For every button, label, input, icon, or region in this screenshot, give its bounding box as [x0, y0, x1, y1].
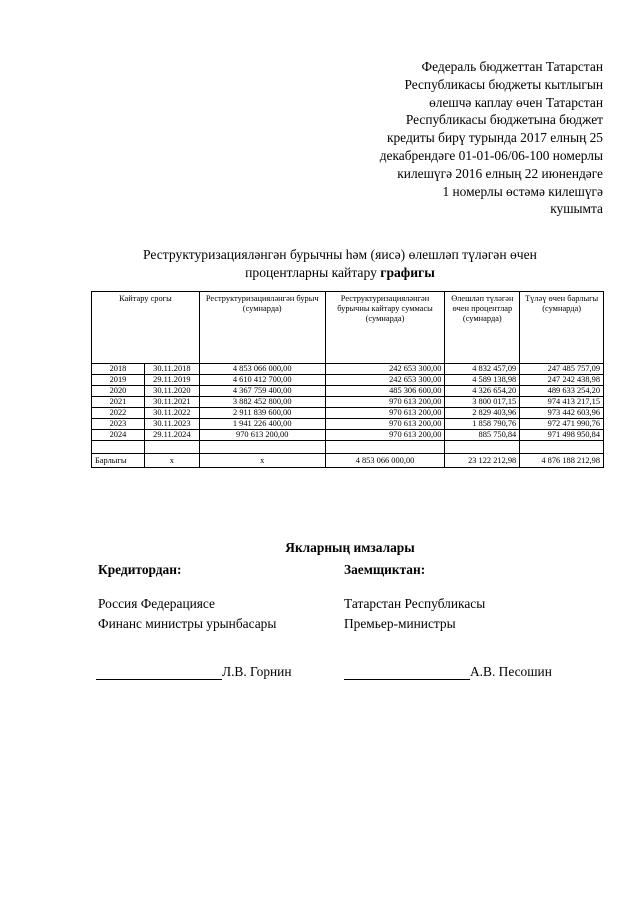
- header-line: кушымта: [550, 201, 603, 217]
- cell-interest: 2 829 403,96: [445, 408, 520, 419]
- header-line: декабрендәге 01-01-06/06-100 номерлы: [379, 147, 603, 163]
- borrower-signature: [344, 664, 552, 680]
- table-empty-row: [92, 441, 604, 454]
- cell-debt: 3 882 452 800,00: [199, 397, 325, 408]
- borrower-position: Премьер-министры: [344, 616, 456, 631]
- header-line: 1 номерлы өстәмә килешүгә: [442, 183, 603, 199]
- header-term: Кайтару срогы: [92, 292, 200, 364]
- total-repay: 4 853 066 000,00: [325, 454, 445, 468]
- table-row: [92, 375, 604, 386]
- empty-cell: [144, 441, 199, 454]
- borrower-block: [344, 560, 485, 634]
- header-line: килешүгә 2016 елның 22 июнендәге: [397, 165, 603, 181]
- cell-year: 2020: [92, 386, 145, 397]
- empty-cell: [520, 441, 604, 454]
- cell-year: 2022: [92, 408, 145, 419]
- table-row: [92, 408, 604, 419]
- header-line: кредиты бирү турында 2017 елның 25: [386, 130, 603, 146]
- cell-total: 972 471 990,76: [520, 419, 604, 430]
- cell-total: 247 485 757,09: [520, 364, 604, 375]
- cell-interest: 4 326 654,20: [445, 386, 520, 397]
- cell-repay: 970 613 200,00: [325, 408, 445, 419]
- creditor-signature: [96, 664, 292, 680]
- title-line-2-bold: графигы: [380, 264, 435, 280]
- total-total: 4 876 188 212,98: [520, 454, 604, 468]
- table-row: [92, 364, 604, 375]
- cell-interest: 3 800 017,15: [445, 397, 520, 408]
- header-repay: Реструктуризацияләнгән бурычны кайтару суммасы (сумнарда): [325, 292, 445, 364]
- cell-debt: 4 853 066 000,00: [199, 364, 325, 375]
- cell-repay: 485 306 600,00: [325, 386, 445, 397]
- cell-debt: 4 367 759 400,00: [199, 386, 325, 397]
- title-line-2: [60, 264, 620, 282]
- total-debt: х: [199, 454, 325, 468]
- creditor-position: Финанс министры урынбасары: [98, 616, 277, 631]
- header-line: өлешчә каплау өчен Татарстан: [429, 94, 603, 110]
- cell-debt: 4 610 412 700,00: [199, 375, 325, 386]
- appendix-header: [273, 58, 603, 218]
- signature-line: [344, 665, 470, 680]
- borrower-org: Татарстан Республикасы: [344, 596, 486, 611]
- total-interest: 23 122 212,98: [445, 454, 520, 468]
- borrower-heading: Заемщиктан:: [344, 562, 426, 577]
- cell-year: 2018: [92, 364, 145, 375]
- table-total-row: [92, 454, 604, 468]
- header-interest: Өлешләп түләгән өчен процентлар (сумнарда): [445, 292, 520, 364]
- cell-date: 30.11.2022: [144, 408, 199, 419]
- schedule-title: [60, 246, 620, 281]
- header-line: Республикасы бюджетына бюджет: [405, 112, 603, 128]
- empty-cell: [92, 441, 145, 454]
- cell-debt: 2 911 839 600,00: [199, 408, 325, 419]
- title-line-1: Реструктуризацияләнгән бурычны һәм (яисә) өлешләп түләгән өчен: [143, 247, 537, 262]
- header-line: Федераль бюджеттан Татарстан: [421, 59, 603, 74]
- creditor-org: Россия Федерациясе: [98, 596, 215, 611]
- empty-cell: [445, 441, 520, 454]
- empty-cell: [325, 441, 445, 454]
- cell-repay: 242 653 300,00: [325, 364, 445, 375]
- empty-cell: [199, 441, 325, 454]
- table-header-row: [92, 292, 604, 364]
- cell-interest: 4 589 138,98: [445, 375, 520, 386]
- creditor-heading: Кредитордан:: [98, 562, 182, 577]
- total-label: Барлыгы: [92, 454, 145, 468]
- cell-repay: 970 613 200,00: [325, 430, 445, 441]
- cell-total: 489 633 254,20: [520, 386, 604, 397]
- cell-interest: 4 832 457,09: [445, 364, 520, 375]
- title-line-2-text: процентларны кайтару: [245, 264, 381, 280]
- table-row: [92, 419, 604, 430]
- cell-total: 973 442 603,96: [520, 408, 604, 419]
- table-row: [92, 397, 604, 408]
- cell-interest: 885 750,84: [445, 430, 520, 441]
- creditor-signatory-name: Л.В. Горнин: [222, 664, 292, 679]
- cell-date: 30.11.2021: [144, 397, 199, 408]
- cell-interest: 1 858 790,76: [445, 419, 520, 430]
- cell-date: 30.11.2023: [144, 419, 199, 430]
- cell-total: 971 498 950,84: [520, 430, 604, 441]
- cell-date: 30.11.2018: [144, 364, 199, 375]
- cell-year: 2024: [92, 430, 145, 441]
- table-row: [92, 430, 604, 441]
- signature-line: [96, 665, 222, 680]
- total-date: х: [144, 454, 199, 468]
- cell-date: 30.11.2020: [144, 386, 199, 397]
- header-total: Түләү өчен барлыгы (сумнарда): [520, 292, 604, 364]
- cell-repay: 242 653 300,00: [325, 375, 445, 386]
- cell-year: 2019: [92, 375, 145, 386]
- header-line: Республикасы бюджеты кытлыгын: [404, 76, 603, 92]
- cell-repay: 970 613 200,00: [325, 397, 445, 408]
- signatures-title: Якларның имзалары: [285, 540, 415, 555]
- borrower-signatory-name: А.В. Песошин: [470, 664, 552, 679]
- creditor-block: [98, 560, 276, 634]
- cell-total: 247 242 438,98: [520, 375, 604, 386]
- header-debt: Реструктуризацияләнгән бурыч (сумнарда): [199, 292, 325, 364]
- repayment-schedule-table: [91, 291, 604, 468]
- cell-year: 2023: [92, 419, 145, 430]
- cell-repay: 970 613 200,00: [325, 419, 445, 430]
- cell-year: 2021: [92, 397, 145, 408]
- cell-date: 29.11.2024: [144, 430, 199, 441]
- table-row: [92, 386, 604, 397]
- cell-debt: 1 941 226 400,00: [199, 419, 325, 430]
- cell-date: 29.11.2019: [144, 375, 199, 386]
- cell-debt: 970 613 200,00: [199, 430, 325, 441]
- cell-total: 974 413 217,15: [520, 397, 604, 408]
